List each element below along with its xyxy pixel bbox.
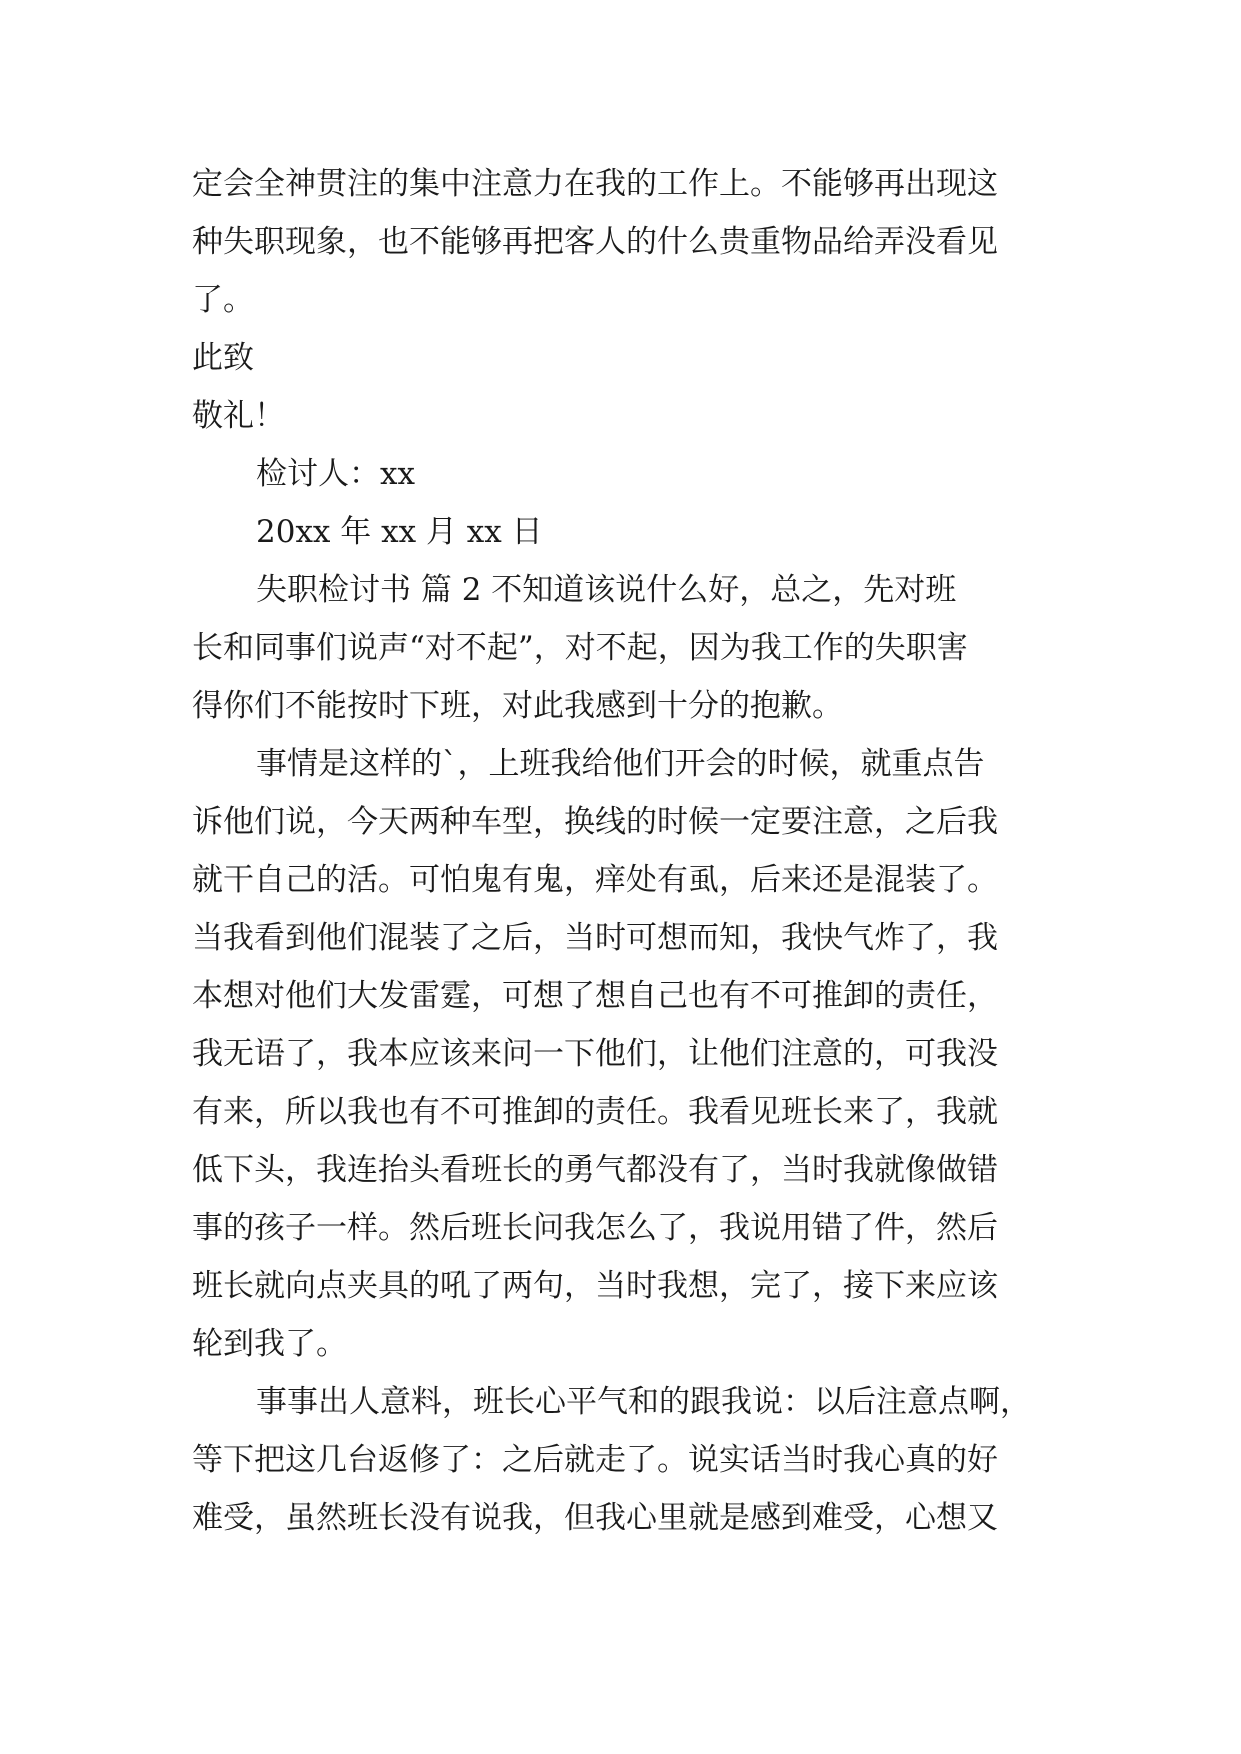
- text-line: 当我看到他们混装了之后，当时可想而知，我快气炸了，我: [192, 920, 998, 956]
- date-line: 20xx 年 xx 月 xx 日: [256, 514, 543, 550]
- text-line: 事事出人意料，班长心平气和的跟我说：以后注意点啊，: [256, 1384, 1031, 1420]
- salutation-line-1: 此致: [192, 340, 254, 376]
- text-line: 诉他们说，今天两种车型，换线的时候一定要注意，之后我: [192, 804, 998, 840]
- text-line: 了。: [192, 282, 254, 318]
- text-line: 难受，虽然班长没有说我，但我心里就是感到难受，心想又: [192, 1500, 998, 1536]
- text-line: 我无语了，我本应该来问一下他们，让他们注意的，可我没: [192, 1036, 998, 1072]
- text-line: 种失职现象，也不能够再把客人的什么贵重物品给弄没看见: [192, 224, 998, 260]
- text-line: 得你们不能按时下班，对此我感到十分的抱歉。: [192, 688, 843, 724]
- heading-line: 失职检讨书 篇 2 不知道该说什么好，总之，先对班: [256, 572, 957, 608]
- text-line: 有来，所以我也有不可推卸的责任。我看见班长来了，我就: [192, 1094, 998, 1130]
- paragraph-2: [192, 735, 1052, 1373]
- continuation-paragraph: [192, 155, 1052, 329]
- text-line: 班长就向点夹具的吼了两句，当时我想，完了，接下来应该: [192, 1268, 998, 1304]
- salutation-line-2: 敬礼！: [192, 398, 285, 434]
- text-line: 低下头，我连抬头看班长的勇气都没有了，当时我就像做错: [192, 1152, 998, 1188]
- document-body: [192, 155, 1052, 1547]
- text-line: 轮到我了。: [192, 1326, 347, 1362]
- signer-line: 检讨人：xx: [256, 456, 415, 492]
- text-line: 等下把这几台返修了：之后就走了。说实话当时我心真的好: [192, 1442, 998, 1478]
- text-line: 定会全神贯注的集中注意力在我的工作上。不能够再出现这: [192, 166, 998, 202]
- paragraph-3: [192, 1373, 1052, 1547]
- text-line: 本想对他们大发雷霆，可想了想自己也有不可推卸的责任，: [192, 978, 998, 1014]
- text-line: 就干自己的活。可怕鬼有鬼，痒处有虱，后来还是混装了。: [192, 862, 998, 898]
- text-line: 事的孩子一样。然后班长问我怎么了，我说用错了件，然后: [192, 1210, 998, 1246]
- section-2-heading-paragraph: [192, 561, 1052, 735]
- text-line: 长和同事们说声“对不起”，对不起，因为我工作的失职害: [192, 630, 968, 666]
- closing-block: [192, 329, 1052, 561]
- text-line: 事情是这样的`，上班我给他们开会的时候，就重点告: [256, 746, 985, 782]
